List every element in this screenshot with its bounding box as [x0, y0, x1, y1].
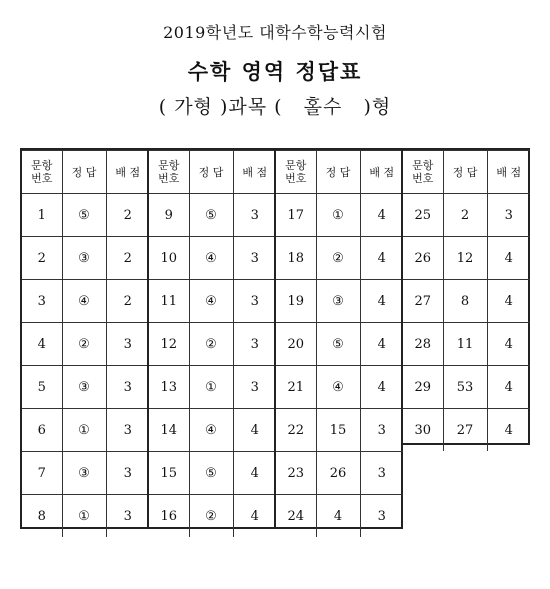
answer-value: ⑤ — [62, 194, 106, 237]
table-row — [22, 366, 149, 409]
table-row — [22, 495, 149, 538]
question-number: 1 — [22, 194, 62, 237]
question-number: 19 — [276, 280, 316, 323]
question-number: 2 — [22, 237, 62, 280]
points-value: 4 — [360, 194, 403, 237]
table-row — [22, 323, 149, 366]
answer-value: ③ — [62, 452, 106, 495]
answer-block-table — [149, 150, 276, 537]
points-value: 3 — [233, 323, 276, 366]
question-number: 21 — [276, 366, 316, 409]
question-number: 7 — [22, 452, 62, 495]
table-row — [403, 194, 530, 237]
question-number: 6 — [22, 409, 62, 452]
question-number: 4 — [22, 323, 62, 366]
answer-value: 12 — [443, 237, 487, 280]
points-value: 3 — [360, 409, 403, 452]
table-row — [149, 495, 276, 538]
table-row — [149, 452, 276, 495]
answer-value: 8 — [443, 280, 487, 323]
points-value: 4 — [233, 452, 276, 495]
answer-value: ④ — [316, 366, 360, 409]
points-value: 4 — [233, 495, 276, 538]
answer-value: ④ — [189, 409, 233, 452]
answer-value: ③ — [62, 366, 106, 409]
table-row — [149, 280, 276, 323]
answer-block-table — [276, 150, 403, 537]
points-value: 2 — [106, 194, 149, 237]
points-value: 3 — [233, 237, 276, 280]
answer-value: ① — [316, 194, 360, 237]
table-row — [403, 280, 530, 323]
exam-title: 2019학년도 대학수학능력시험 — [163, 23, 387, 42]
points-value: 4 — [487, 323, 530, 366]
answer-value: 53 — [443, 366, 487, 409]
table-row — [149, 194, 276, 237]
answer-value: ① — [62, 495, 106, 538]
table-row — [276, 237, 403, 280]
question-number-header: 문항 번호 — [403, 151, 443, 194]
question-number: 9 — [149, 194, 189, 237]
table-row — [22, 409, 149, 452]
question-number: 17 — [276, 194, 316, 237]
answer-header: 정 답 — [189, 151, 233, 194]
question-number: 26 — [403, 237, 443, 280]
question-number: 20 — [276, 323, 316, 366]
table-row — [22, 237, 149, 280]
answer-value: 11 — [443, 323, 487, 366]
answer-value: ③ — [316, 280, 360, 323]
question-number: 25 — [403, 194, 443, 237]
points-header: 배 점 — [106, 151, 149, 194]
table-row — [149, 366, 276, 409]
points-header: 배 점 — [233, 151, 276, 194]
question-number: 14 — [149, 409, 189, 452]
answer-value: ② — [316, 237, 360, 280]
points-header: 배 점 — [487, 151, 530, 194]
answer-value: ④ — [62, 280, 106, 323]
table-row — [276, 280, 403, 323]
answer-value: ⑤ — [189, 452, 233, 495]
table-row — [276, 366, 403, 409]
answer-value: 26 — [316, 452, 360, 495]
answer-block-table — [22, 150, 149, 537]
answer-value: ⑤ — [316, 323, 360, 366]
answer-block-4 — [401, 148, 530, 445]
answer-value: ① — [62, 409, 106, 452]
table-row — [403, 366, 530, 409]
points-value: 4 — [487, 409, 530, 452]
answer-block-3 — [274, 148, 403, 529]
points-value: 4 — [360, 280, 403, 323]
points-value: 3 — [233, 366, 276, 409]
table-row — [22, 452, 149, 495]
question-number: 23 — [276, 452, 316, 495]
table-row — [403, 237, 530, 280]
points-value: 2 — [106, 280, 149, 323]
question-number: 27 — [403, 280, 443, 323]
points-value: 4 — [360, 237, 403, 280]
question-number-header: 문항 번호 — [22, 151, 62, 194]
points-value: 3 — [487, 194, 530, 237]
points-value: 3 — [106, 366, 149, 409]
points-value: 3 — [360, 452, 403, 495]
points-value: 4 — [360, 323, 403, 366]
table-row — [149, 323, 276, 366]
answer-value: ④ — [189, 280, 233, 323]
question-number: 15 — [149, 452, 189, 495]
points-value: 3 — [106, 409, 149, 452]
answer-header: 정 답 — [443, 151, 487, 194]
question-number: 3 — [22, 280, 62, 323]
question-number: 18 — [276, 237, 316, 280]
header-row — [276, 151, 403, 194]
subject-title: 수학 영역 정답표 — [187, 59, 363, 84]
question-number: 30 — [403, 409, 443, 452]
answer-value: ② — [189, 495, 233, 538]
question-number: 5 — [22, 366, 62, 409]
question-number: 8 — [22, 495, 62, 538]
points-value: 4 — [487, 366, 530, 409]
points-value: 4 — [487, 237, 530, 280]
question-number: 24 — [276, 495, 316, 538]
points-value: 3 — [233, 194, 276, 237]
table-row — [403, 323, 530, 366]
header-row — [149, 151, 276, 194]
answer-value: ⑤ — [189, 194, 233, 237]
table-row — [149, 237, 276, 280]
points-value: 3 — [106, 495, 149, 538]
table-row — [403, 409, 530, 452]
answer-header: 정 답 — [62, 151, 106, 194]
answer-value: 15 — [316, 409, 360, 452]
points-value: 4 — [487, 280, 530, 323]
table-row — [149, 409, 276, 452]
answer-value: 4 — [316, 495, 360, 538]
points-header: 배 점 — [360, 151, 403, 194]
table-row — [276, 452, 403, 495]
points-value: 4 — [233, 409, 276, 452]
table-row — [276, 495, 403, 538]
answer-block-table — [403, 150, 530, 451]
answer-value: ② — [189, 323, 233, 366]
table-row — [276, 409, 403, 452]
answer-block-1 — [20, 148, 149, 529]
header-row — [22, 151, 149, 194]
table-row — [276, 323, 403, 366]
question-number: 22 — [276, 409, 316, 452]
answer-value: 2 — [443, 194, 487, 237]
points-value: 3 — [233, 280, 276, 323]
header-row — [403, 151, 530, 194]
answer-value: 27 — [443, 409, 487, 452]
question-number: 13 — [149, 366, 189, 409]
answer-value: ① — [189, 366, 233, 409]
answer-value: ③ — [62, 237, 106, 280]
question-number: 29 — [403, 366, 443, 409]
points-value: 3 — [106, 323, 149, 366]
answer-block-2 — [147, 148, 276, 529]
question-number-header: 문항 번호 — [276, 151, 316, 194]
question-number: 16 — [149, 495, 189, 538]
question-number-header: 문항 번호 — [149, 151, 189, 194]
question-number: 28 — [403, 323, 443, 366]
points-value: 4 — [360, 366, 403, 409]
exam-type-line: ( 가형 )과목 ( 홀수 )형 — [158, 96, 392, 118]
table-row — [276, 194, 403, 237]
question-number: 12 — [149, 323, 189, 366]
answer-header: 정 답 — [316, 151, 360, 194]
answer-value: ④ — [189, 237, 233, 280]
question-number: 11 — [149, 280, 189, 323]
question-number: 10 — [149, 237, 189, 280]
answer-value: ② — [62, 323, 106, 366]
table-row — [22, 280, 149, 323]
points-value: 3 — [360, 495, 403, 538]
points-value: 3 — [106, 452, 149, 495]
answer-key-table — [20, 148, 529, 533]
points-value: 2 — [106, 237, 149, 280]
table-row — [22, 194, 149, 237]
